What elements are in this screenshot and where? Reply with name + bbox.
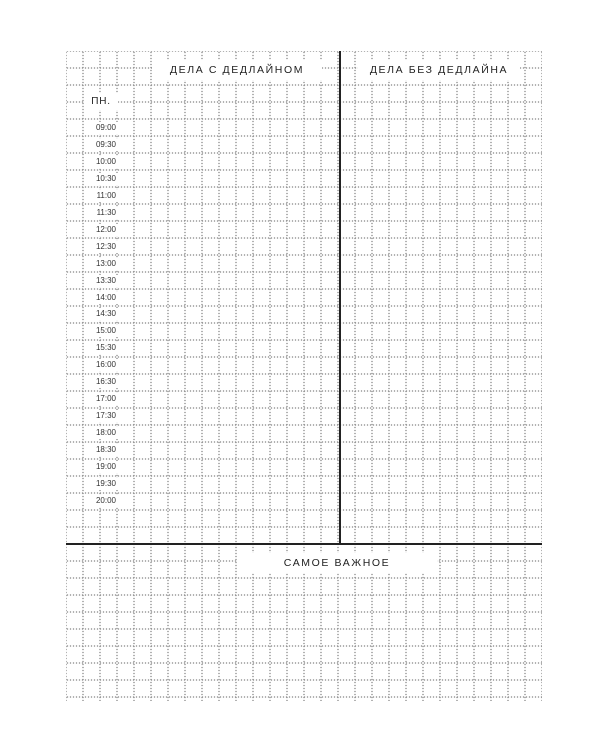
time-label: 09:30	[84, 139, 118, 151]
header-without-deadline: ДЕЛА БЕЗ ДЕДЛАЙНА	[358, 60, 520, 80]
column-divider	[339, 51, 341, 544]
time-label: 11:30	[84, 207, 118, 219]
time-label: 17:00	[84, 393, 118, 405]
time-label: 15:00	[84, 325, 118, 337]
time-label: 13:00	[84, 258, 118, 270]
section-divider	[66, 543, 542, 545]
time-label: 15:30	[84, 342, 118, 354]
time-label: 12:00	[84, 224, 118, 236]
planner-grid-sheet	[66, 51, 542, 701]
time-label: 10:30	[84, 173, 118, 185]
time-label: 19:30	[84, 478, 118, 490]
time-label: 11:00	[84, 190, 118, 202]
time-label: 14:30	[84, 308, 118, 320]
time-label: 12:30	[84, 241, 118, 253]
header-most-important: САМОЕ ВАЖНОЕ	[237, 553, 437, 573]
time-label: 16:00	[84, 359, 118, 371]
header-with-deadline: ДЕЛА С ДЕДЛАЙНОМ	[152, 60, 322, 80]
time-label: 18:00	[84, 427, 118, 439]
time-label: 13:30	[84, 275, 118, 287]
time-label: 14:00	[84, 292, 118, 304]
time-label: 09:00	[84, 122, 118, 134]
time-label: 20:00	[84, 495, 118, 507]
time-label: 18:30	[84, 444, 118, 456]
time-label: 10:00	[84, 156, 118, 168]
time-label: 16:30	[84, 376, 118, 388]
day-label: ПН.	[84, 93, 118, 110]
time-label: 19:00	[84, 461, 118, 473]
time-label: 17:30	[84, 410, 118, 422]
